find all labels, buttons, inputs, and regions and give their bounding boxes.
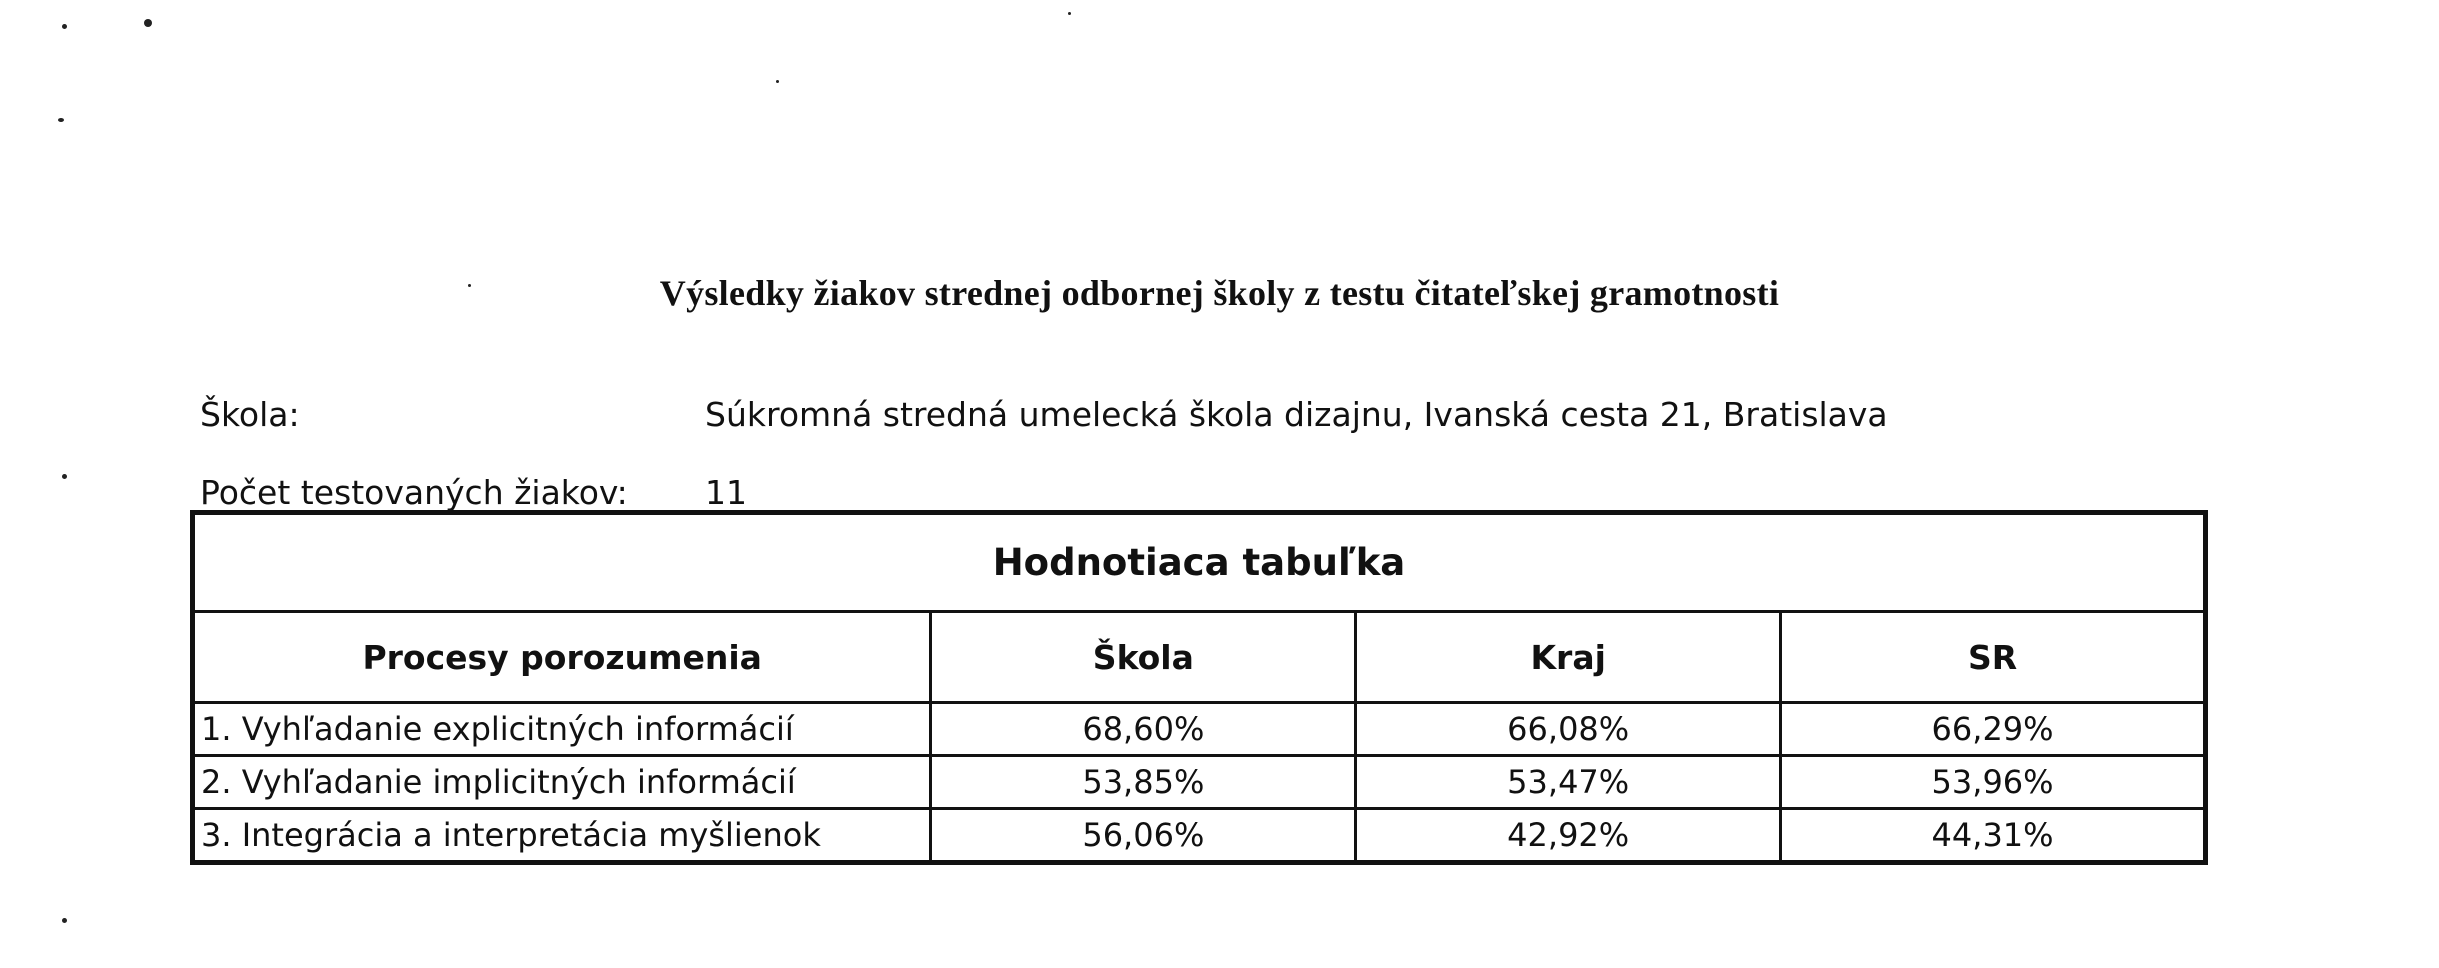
table-row	[193, 809, 2206, 863]
process-name-cell: 1. Vyhľadanie explicitných informácií	[193, 703, 931, 756]
student-count-label: Počet testovaných žiakov:	[200, 473, 628, 512]
scan-speck	[62, 918, 67, 923]
page-title: Výsledky žiakov strednej odbornej školy z testu čitateľskej gramotnosti	[659, 273, 1780, 313]
scan-speck	[62, 474, 67, 479]
column-header-processes: Procesy porozumenia	[193, 612, 931, 703]
table-row	[193, 756, 2206, 809]
column-header-school: Škola	[931, 612, 1356, 703]
scan-speck	[62, 24, 67, 29]
sr-score-cell: 66,29%	[1781, 703, 2206, 756]
school-label: Škola:	[200, 395, 300, 434]
scan-speck	[144, 19, 152, 27]
column-header-region: Kraj	[1356, 612, 1781, 703]
table-header-row	[193, 612, 2206, 703]
process-name-cell: 2. Vyhľadanie implicitných informácií	[193, 756, 931, 809]
evaluation-table	[190, 510, 2208, 865]
scan-speck	[58, 118, 64, 122]
school-value: Súkromná stredná umelecká škola dizajnu, Ivanská cesta 21, Bratislava	[705, 395, 1888, 434]
school-score-cell: 56,06%	[931, 809, 1356, 863]
sr-score-cell: 53,96%	[1781, 756, 2206, 809]
school-score-cell: 53,85%	[931, 756, 1356, 809]
table-caption: Hodnotiaca tabuľka	[193, 513, 2206, 612]
region-score-cell: 66,08%	[1356, 703, 1781, 756]
sr-score-cell: 44,31%	[1781, 809, 2206, 863]
school-score-cell: 68,60%	[931, 703, 1356, 756]
column-header-sr: SR	[1781, 612, 2206, 703]
process-name-cell: 3. Integrácia a interpretácia myšlienok	[193, 809, 931, 863]
region-score-cell: 53,47%	[1356, 756, 1781, 809]
region-score-cell: 42,92%	[1356, 809, 1781, 863]
table-row	[193, 703, 2206, 756]
scan-speck	[776, 80, 779, 83]
student-count-value: 11	[705, 473, 747, 512]
scan-speck	[1068, 12, 1071, 15]
